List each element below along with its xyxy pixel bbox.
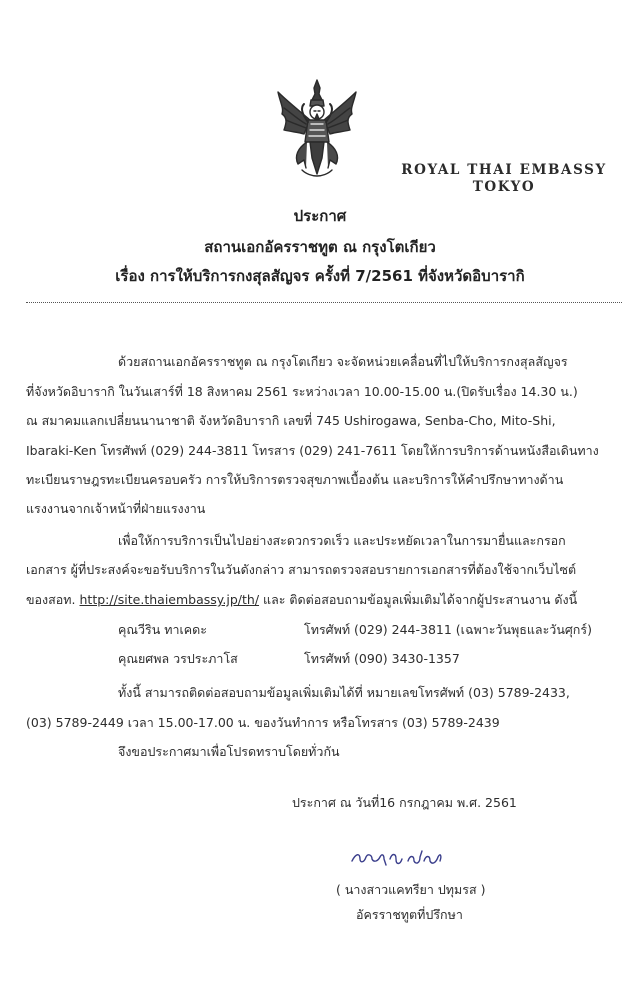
paragraph2-suffix: และ ติดต่อสอบถามข้อมูลเพิ่มเติมได้จากผู้ประสานงาน ดังนี้ <box>263 592 578 607</box>
contact-name: คุณวีริน ทาเคดะ <box>118 622 207 637</box>
garuda-emblem-icon <box>276 78 358 178</box>
embassy-name <box>398 162 610 196</box>
contact-row <box>118 620 618 640</box>
contact-row <box>118 649 618 669</box>
paragraph3-line: ทั้งนี้ สามารถติดต่อสอบถามข้อมูลเพิ่มเติมได้ที่ หมายเลขโทรศัพท์ (03) 5789-2433, <box>118 685 570 700</box>
paragraph1-line: แรงงานจากเจ้าหน้าที่ฝ่ายแรงงาน <box>26 501 206 516</box>
embassy-name-line1: ROYAL THAI EMBASSY <box>401 162 607 178</box>
announcement-subject: เรื่อง การให้บริการกงสุลสัญจร ครั้งที่ 7/2561 ที่จังหวัดอิบารากิ <box>115 267 525 285</box>
paragraph1-line: Ibaraki-Ken โทรศัพท์ (029) 244-3811 โทรสาร (029) 241-7611 โดยให้การบริการด้านหนังสือเดินทาง <box>26 443 599 458</box>
signatory-title: อัครราชทูตที่ปรึกษา <box>356 907 463 922</box>
paragraph1-line: ณ สมาคมแลกเปลี่ยนนานาชาติ จังหวัดอิบารากิ เลขที่ 745 Ushirogawa, Senba-Cho, Mito-Shi, <box>26 413 556 428</box>
embassy-name-line2: TOKYO <box>472 179 536 195</box>
dotted-divider <box>26 302 622 303</box>
paragraph2-line <box>26 590 577 610</box>
paragraph3-line: (03) 5789-2449 เวลา 15.00-17.00 น. ของวันทำการ หรือโทรสาร (03) 5789-2439 <box>26 715 500 730</box>
signatory-name: ( นางสาวแคทรียา ปทุมรส ) <box>336 882 486 897</box>
announced-date: ประกาศ ณ วันที่16 กรกฎาคม พ.ศ. 2561 <box>292 795 517 810</box>
paragraph1-line: ด้วยสถานเอกอัครราชทูต ณ กรุงโตเกียว จะจัดหน่วยเคลื่อนที่ไปให้บริการกงสุลสัญจร <box>118 354 568 369</box>
contact-name: คุณยศพล วรประภาโส <box>118 651 238 666</box>
paragraph1-line: ทะเบียนราษฎรทะเบียนครอบครัว การให้บริการตรวจสุขภาพเบื้องต้น และบริการให้คำปรึกษาทางด้าน <box>26 472 564 487</box>
organization-name: สถานเอกอัครราชทูต ณ กรุงโตเกียว <box>204 238 436 256</box>
paragraph2-line: เพื่อให้การบริการเป็นไปอย่างสะดวกรวดเร็ว และประหยัดเวลาในการมายื่นและกรอก <box>118 533 566 548</box>
closing-line: จึงขอประกาศมาเพื่อโปรดทราบโดยทั่วกัน <box>118 744 340 759</box>
contact-phone: โทรศัพท์ (029) 244-3811 (เฉพาะวันพุธและวันศุกร์) <box>304 622 592 637</box>
announcement-title: ประกาศ <box>293 207 347 225</box>
paragraph1-line: ที่จังหวัดอิบารากิ ในวันเสาร์ที่ 18 สิงหาคม 2561 ระหว่างเวลา 10.00-15.00 น.(ปิดรับเรื่อง 14.30 น.) <box>26 384 578 399</box>
contact-phone: โทรศัพท์ (090) 3430-1357 <box>304 651 460 666</box>
paragraph2-line: เอกสาร ผู้ที่ประสงค์จะขอรับบริการในวันดังกล่าว สามารถตรวจสอบรายการเอกสารที่ต้องใช้จากเว็บไซต์ <box>26 562 577 577</box>
handwritten-signature <box>346 845 446 871</box>
website-link[interactable]: http://site.thaiembassy.jp/th/ <box>79 592 260 607</box>
paragraph2-prefix: ของสอท. <box>26 592 76 607</box>
